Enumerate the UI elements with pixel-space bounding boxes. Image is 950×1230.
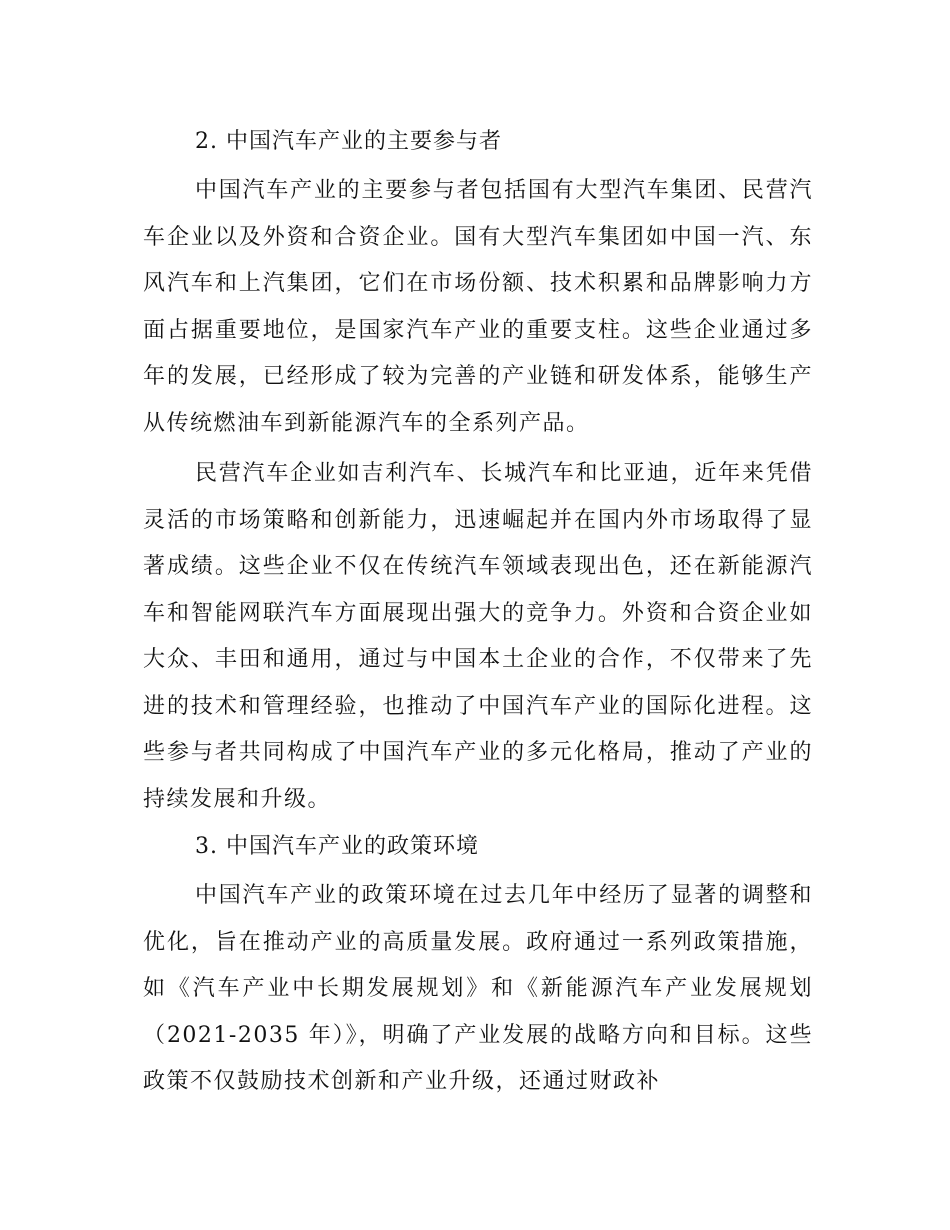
document-body [143,120,813,1106]
section-heading: 3. 中国汽车产业的政策环境 [195,834,479,859]
paragraph: 中国汽车产业的政策环境在过去几年中经历了显著的调整和优化，旨在推动产业的高质量发展。政府通过一系列政策措施，如《汽车产业中长期发展规划》和《新能源汽车产业发展规划（2021-2035 年）》，明确了产业发展的战略方向和目标。这些政策不仅鼓励技术创新和产业升级，还通过财政补 [143,883,813,1094]
paragraph: 中国汽车产业的主要参与者包括国有大型汽车集团、民营汽车企业以及外资和合资企业。国有大型汽车集团如中国一汽、东风汽车和上汽集团，它们在市场份额、技术积累和品牌影响力方面占据重要地位，是国家汽车产业的重要支柱。这些企业通过多年的发展，已经形成了较为完善的产业链和研发体系，能够生产从传统燃油车到新能源汽车的全系列产品。 [143,178,813,436]
section-heading: 2. 中国汽车产业的主要参与者 [195,129,502,154]
paragraph: 民营汽车企业如吉利汽车、长城汽车和比亚迪，近年来凭借灵活的市场策略和创新能力，迅速崛起并在国内外市场取得了显著成绩。这些企业不仅在传统汽车领域表现出色，还在新能源汽车和智能网联汽车方面展现出强大的竞争力。外资和合资企业如大众、丰田和通用，通过与中国本土企业的合作，不仅带来了先进的技术和管理经验，也推动了中国汽车产业的国际化进程。这些参与者共同构成了中国汽车产业的多元化格局，推动了产业的持续发展和升级。 [143,461,813,812]
